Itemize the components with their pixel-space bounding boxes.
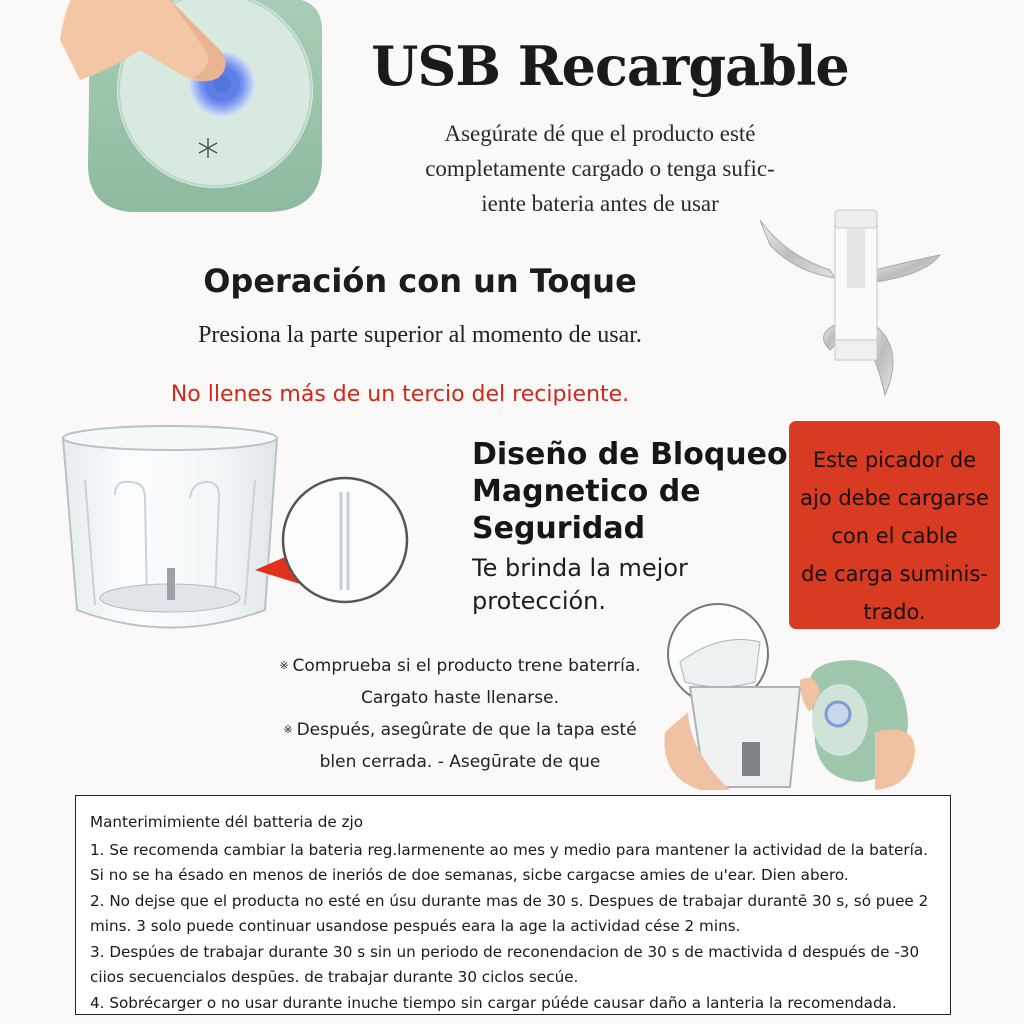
checklist-item: blen cerrada. - Asegūrate de que: [319, 752, 601, 772]
charging-notice-line: ajo debe cargarse: [800, 486, 989, 510]
maintenance-item: 4. Sobrécarger o no usar durante inuche tiempo sin cargar púéde causar daño a lanteria la recomendada.: [90, 993, 897, 1012]
lock-heading-line: Magnetico de: [472, 474, 701, 509]
asterisk-icon: ※: [283, 723, 293, 736]
lock-heading-line: Seguridad: [472, 511, 646, 546]
charging-notice-box: [789, 421, 1000, 629]
device-top-illustration: [60, 0, 340, 215]
lock-text-line: protección.: [472, 587, 607, 615]
checklist-item: Cargato haste llenarse.: [360, 688, 560, 708]
lock-heading-line: Diseño de Bloqueo: [472, 437, 788, 472]
checklist-item: ※ Después, asegûrate de que la tapa esté: [283, 720, 637, 740]
operation-text: Presiona la parte superior al momento de usar.: [198, 322, 642, 348]
maintenance-item: 3. Despúes de trabajar durante 30 s sin un periodo de reconendacion de 30 s de mactivida d después de -30 ciios secuencialos despūes. de trabajar durante 30 ciclos secúe.: [90, 942, 920, 986]
page-title: USB Recargable: [371, 34, 849, 98]
charging-notice-line: de carga suminis-: [801, 562, 988, 586]
subtitle-line: completamente cargado o tenga sufic-: [425, 156, 775, 181]
blade-illustration: [755, 200, 955, 410]
maintenance-item: 2. No dejse que el producta no esté en úsu durante mas de 30 s. Despues de trabajar durantē 30 s, só puee 2 mins. 3 solo puede continuar usandose pespués eara la age la actividad cése 2 mins.: [90, 891, 929, 935]
asterisk-icon: ※: [279, 659, 289, 672]
jar-illustration: [55, 420, 415, 645]
maintenance-box: [75, 795, 951, 1015]
hands-chopper-illustration: [660, 602, 920, 792]
charging-notice-line: trado.: [863, 600, 926, 624]
operation-heading: Operación con un Toque: [203, 262, 637, 300]
charging-notice-line: Este picador de: [812, 448, 977, 472]
lock-text-line: Te brinda la mejor: [472, 554, 688, 582]
subtitle-line: iente bateria antes de usar: [481, 191, 719, 216]
lock-heading: [472, 436, 792, 547]
checklist: [250, 650, 670, 778]
maintenance-title: Manterimimiente dél batteria de zjo: [90, 813, 364, 831]
maintenance-item: 1. Se recomenda cambiar la bateria reg.larmenente ao mes y medio para mantener la actividad de la batería. Si no se ha ésado en menos de ineriós de doe semanas, sicbe cargacse amies de u'ear. Dien abero.: [90, 840, 928, 884]
fill-warning: No llenes más de un tercio del recipiente.: [170, 382, 630, 407]
checklist-item: ※ Comprueba si el producto trene baterría.: [279, 656, 641, 676]
charging-notice-line: con el cable: [831, 524, 958, 548]
subtitle-line: Asegúrate dé que el producto esté: [444, 121, 756, 146]
